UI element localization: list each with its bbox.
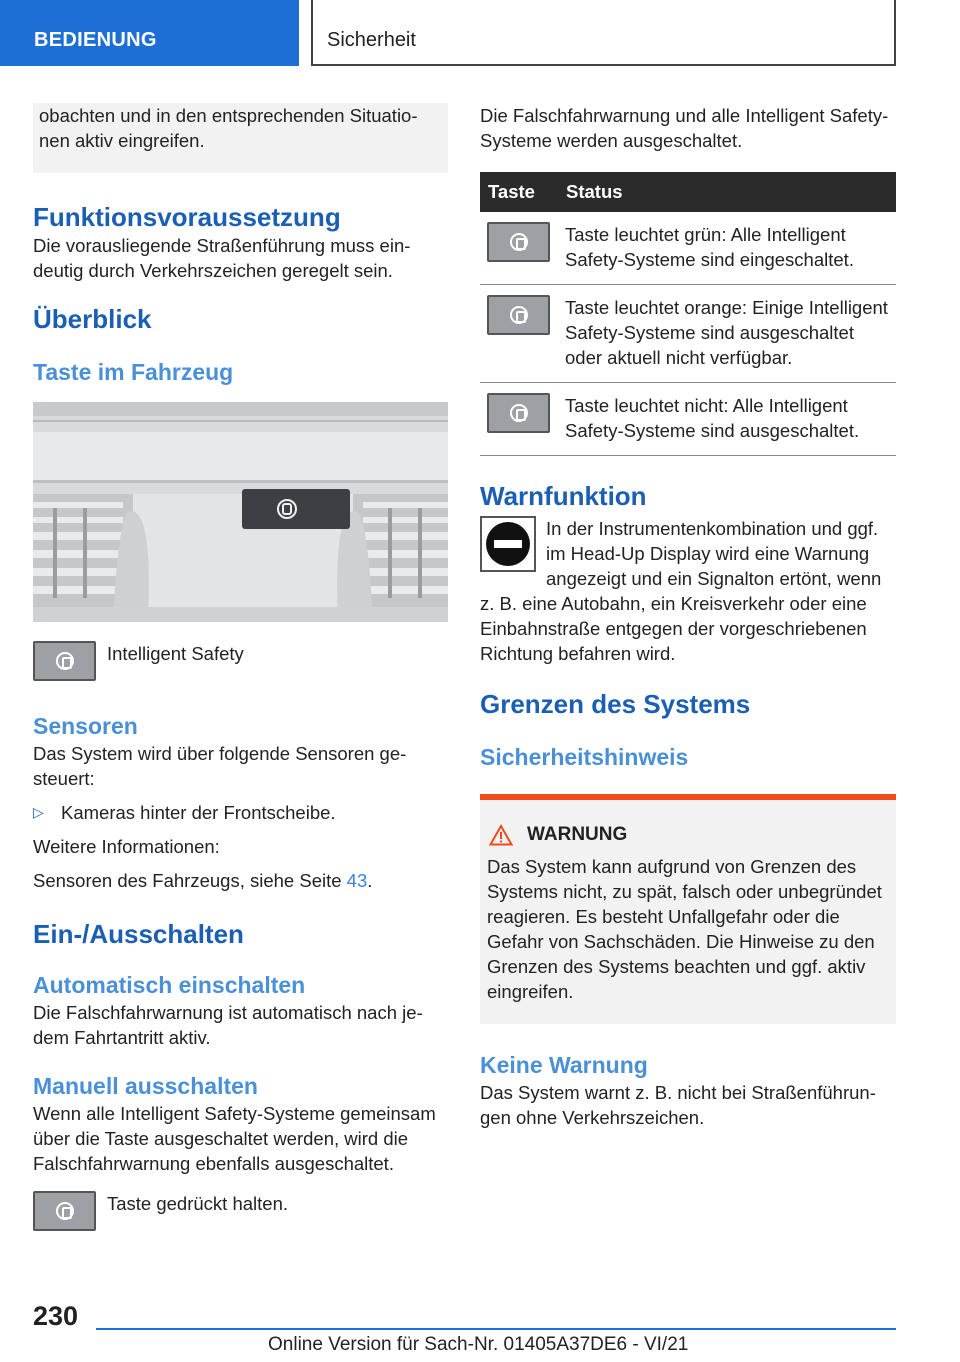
heading-ueberblick: Überblick [33, 304, 152, 334]
intelligent-safety-button-icon [33, 641, 96, 681]
text-funktionsvoraussetzung: Die vorausliegende Straßenführung muss eindeutig durch Verkehrszeichen geregelt sein. [33, 235, 411, 281]
bullet-text: Kameras hinter der Frontscheibe. [61, 802, 336, 823]
warnfunktion-block [480, 516, 896, 591]
text-warnfunktion-1: In der Instrumentenkombination und ggf. im Head-Up Display wird eine Warnung angezeigt und ein Signalton ertönt, wenn [546, 518, 882, 589]
warning-triangle-icon [489, 824, 513, 846]
heading-warnfunktion: Warnfunktion [480, 481, 647, 511]
text-keine-warnung: Das System warnt z. B. nicht bei Straßenführungen ohne Verkehrszeichen. [480, 1082, 876, 1128]
taste-intelligent-safety [33, 641, 448, 681]
table-cell-status: Taste leuchtet orange: Einige Intelligent Safety-Systeme sind ausgeschaltet oder aktuell nicht verfügbar. [558, 285, 896, 383]
text-ausgeschaltet: Die Falschfahrwarnung und alle Intelligent Safety-Systeme werden ausgeschaltet. [480, 105, 889, 151]
warning-box [480, 794, 896, 1024]
heading-funktionsvoraussetzung: Funktionsvoraussetzung [33, 202, 341, 232]
table-header-status: Status [558, 172, 896, 212]
warning-text: Das System kann aufgrund von Grenzen des Systems nicht, zu spät, falsch oder unbegründet reagieren. Es besteht Unfallgefahr oder die Gefahr von Sachschäden. Die Hinweise zu den Grenzen des Systems beachten und ggf. aktiv eingreifen. [487, 856, 882, 1002]
table-header-taste: Taste [480, 172, 558, 212]
footer-divider [96, 1328, 896, 1330]
header-chapter-label: Sicherheit [327, 29, 416, 51]
taste-intelligent-safety-label: Intelligent Safety [107, 643, 244, 664]
heading-sensoren: Sensoren [33, 713, 138, 739]
no-entry-sign-icon [480, 516, 536, 572]
heading-keine-warnung: Keine Warnung [480, 1052, 648, 1078]
header-section-label: BEDIENUNG [34, 29, 157, 51]
page-number: 230 [33, 1301, 79, 1331]
warning-title-label: WARNUNG [527, 824, 628, 845]
left-column [33, 103, 448, 1231]
table-cell-icon [480, 212, 558, 285]
intelligent-safety-button-icon [487, 393, 550, 433]
continued-box [33, 103, 448, 173]
table-cell-status: Taste leuchtet grün: Alle Intelligent Safety-Systeme sind eingeschaltet. [558, 212, 896, 285]
text-sensoren: Das System wird über folgende Sensoren gesteuert: [33, 743, 407, 789]
heading-automatisch-einschalten: Automatisch einschalten [33, 972, 306, 998]
taste-gedrueckt-halten-label: Taste gedrückt halten. [107, 1193, 288, 1214]
table-cell-status: Taste leuchtet nicht: Alle Intelligent Safety-Systeme sind ausgeschaltet. [558, 383, 896, 456]
table-cell-icon [480, 383, 558, 456]
text-automatisch-einschalten: Die Falschfahrwarnung ist automatisch nach jedem Fahrtantritt aktiv. [33, 1002, 423, 1048]
right-column [480, 103, 896, 1130]
text-sensoren-reference: Sensoren des Fahrzeugs, siehe Seite 43. [33, 870, 373, 891]
text-weitere-informationen: Weitere Informationen: [33, 836, 220, 857]
taste-gedrueckt-halten [33, 1191, 448, 1231]
intelligent-safety-button-icon [487, 222, 550, 262]
status-table [480, 172, 896, 456]
heading-taste-im-fahrzeug: Taste im Fahrzeug [33, 359, 234, 385]
footer-text: Online Version für Sach-Nr. 01405A37DE6 - VI/21 [268, 1334, 689, 1355]
table-row [480, 383, 896, 456]
heading-ein-ausschalten: Ein-/Ausschalten [33, 919, 244, 949]
header-section-tab [0, 0, 299, 66]
table-row [480, 212, 896, 285]
table-header-row [480, 172, 896, 212]
bullet-triangle-icon: ▷ [33, 804, 44, 820]
list-item [33, 800, 448, 825]
intelligent-safety-button-icon [487, 295, 550, 335]
table-cell-icon [480, 285, 558, 383]
heading-sicherheitshinweis: Sicherheitshinweis [480, 744, 689, 770]
table-row [480, 285, 896, 383]
heading-manuell-ausschalten: Manuell ausschalten [33, 1073, 258, 1099]
warning-title [487, 824, 889, 846]
text-warnfunktion-2: z. B. eine Autobahn, ein Kreisverkehr oder eine Einbahnstraße entgegen der vorgeschriebenen Richtung befahren wird. [480, 593, 867, 664]
text-manuell-ausschalten: Wenn alle Intelligent Safety-Systeme gemeinsam über die Taste ausgeschaltet werden, wird die Falschfahrwarnung ebenfalls ausgeschaltet. [33, 1103, 436, 1174]
intelligent-safety-button-icon [33, 1191, 96, 1231]
header-chapter-tab [311, 0, 896, 66]
vehicle-button-photo [33, 402, 448, 622]
continued-text: obachten und in den entsprechenden Situationen aktiv eingreifen. [39, 105, 418, 151]
heading-grenzen: Grenzen des Systems [480, 689, 751, 719]
page-reference-link[interactable]: 43 [346, 870, 368, 891]
dashboard-illustration [33, 402, 448, 622]
